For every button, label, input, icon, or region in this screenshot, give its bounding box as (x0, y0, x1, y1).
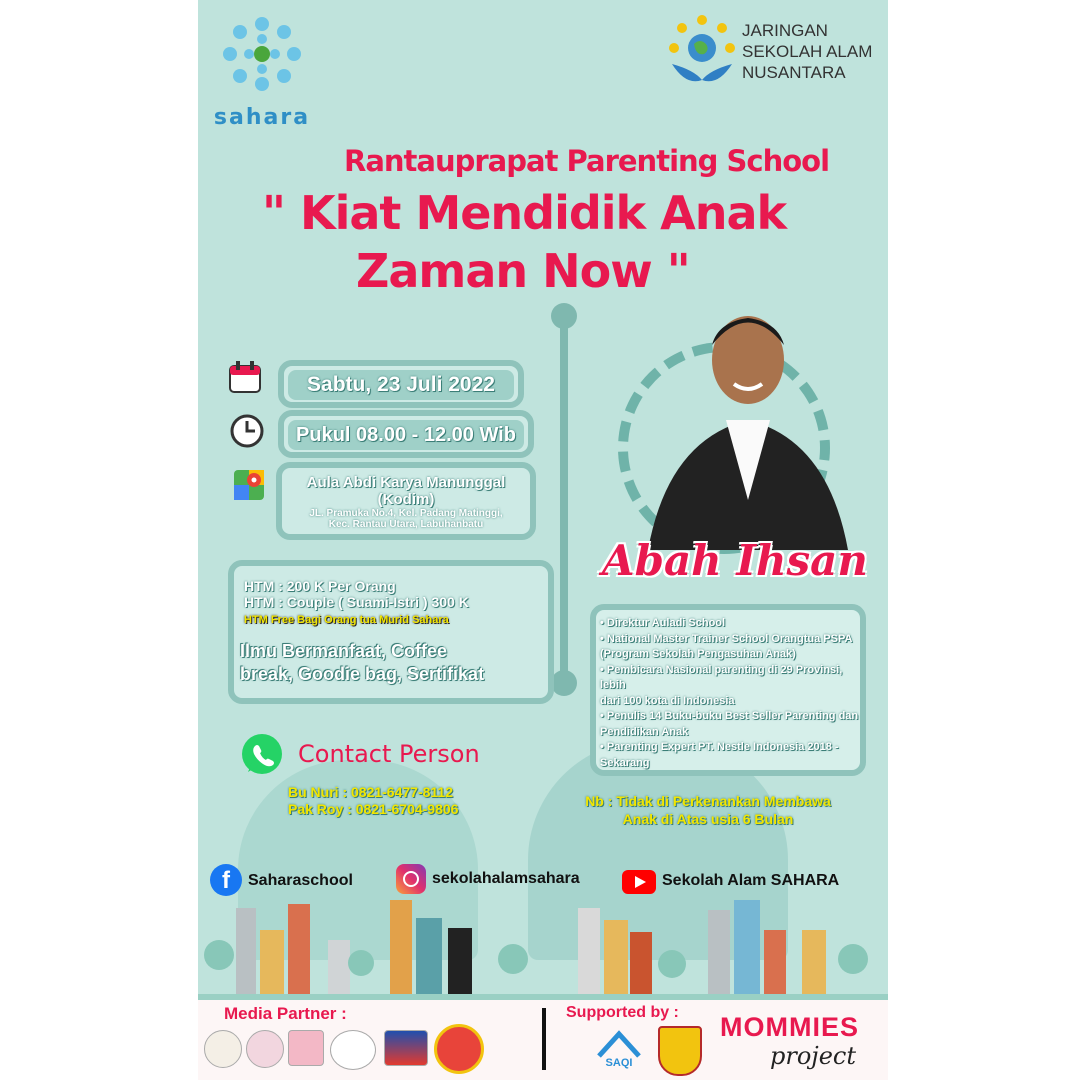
bio-line-1: • Direktur Auladi School (600, 617, 726, 629)
venue-sub: (Kodim) (377, 491, 435, 508)
partner-logo-4 (330, 1030, 376, 1070)
note-line-1: Nb : Tidak di Perkenankan Membawa (585, 793, 831, 809)
date-box (278, 360, 524, 408)
partner-logo-2 (246, 1030, 284, 1068)
contact-heading: Contact Person (298, 740, 480, 768)
venue-box (276, 462, 536, 540)
supported-by-label: Supported by : (566, 1004, 679, 1021)
instagram-icon (396, 864, 426, 894)
partner-logo-3 (288, 1030, 324, 1066)
bio-line-9: Sekarang (600, 756, 650, 769)
benefits-line-1: Ilmu Bermanfaat, Coffee (240, 641, 448, 661)
bio-box (590, 604, 866, 776)
youtube-channel: Sekolah Alam SAHARA (662, 872, 840, 889)
sahara-wordmark: sahara (213, 105, 311, 130)
ticket-line-1: HTM : 200 K Per Orang (244, 578, 396, 594)
timeline-dot-bottom (551, 670, 577, 696)
jsan-line-2: SEKOLAH ALAM (742, 42, 873, 61)
clock-icon (230, 414, 264, 448)
bio-line-6: • Penulis 14 Buku-buku Best Seller Parenting dan (600, 710, 859, 722)
footer-divider (542, 1008, 546, 1070)
mommies-wordmark: MOMMIES (720, 1012, 859, 1042)
bio-line-2: • National Master Trainer School Orangtua PSPA (600, 632, 853, 645)
partner-logo-6 (434, 1024, 484, 1074)
bio-line-5: dari 100 kota di Indonesia (600, 694, 735, 707)
instagram-handle: sekolahalamsahara (432, 870, 580, 887)
speaker-photo (638, 300, 858, 550)
partner-logo-1 (204, 1030, 242, 1068)
timeline-dot-top (551, 303, 577, 329)
mommies-sub: project (770, 1042, 857, 1070)
contact-person-2: Pak Roy : 0821-6704-9806 (288, 801, 459, 817)
facebook-icon: f (210, 864, 242, 896)
free-note: HTM Free Bagi Orang tua Murid Sahara (244, 614, 449, 626)
partner-logo-5 (384, 1030, 428, 1066)
event-title-line-1: " Kiat Mendidik Anak (262, 186, 787, 240)
speaker-name: Abah Ihsan (602, 536, 868, 585)
youtube-icon (622, 870, 656, 894)
jsan-logo (666, 14, 886, 94)
sahara-flower-icon (212, 12, 312, 102)
bio-line-4: • Pembicara Nasional parenting di 29 Provinsi, lebih (600, 663, 843, 691)
bio-line-8: • Parenting Expert PT. Nestle Indonesia 2018 - (600, 741, 839, 753)
venue-address-2: Kec. Rantau Utara, Labuhanbatu (328, 519, 484, 530)
saqi-logo (594, 1028, 644, 1072)
note-line-2: Anak di Atas usia 6 Bulan (622, 811, 794, 827)
saqi-label: SAQI (605, 1057, 633, 1069)
venue-address-1: JL. Pramuka No.4, Kel. Padang Matinggi, (309, 508, 503, 519)
time-box (278, 410, 534, 458)
whatsapp-icon (240, 732, 284, 776)
maps-pin-icon (234, 470, 264, 500)
sahara-logo (212, 12, 312, 130)
ticket-box (228, 560, 554, 704)
calendar-icon (228, 360, 262, 392)
contact-person-1: Bu Nuri : 0821-6477-8112 (288, 784, 453, 800)
globe-hands-icon (666, 14, 738, 92)
date-text: Sabtu, 23 Juli 2022 (288, 370, 514, 400)
ticket-line-2: HTM : Couple ( Suami-Istri ) 300 K (244, 594, 469, 610)
event-poster (198, 0, 888, 1080)
bio-line-7: Pendidikan Anak (600, 725, 689, 738)
labuhanbatu-emblem (658, 1026, 702, 1076)
media-partner-label: Media Partner : (224, 1004, 347, 1023)
benefits-line-2: break, Goodie bag, Sertifikat (240, 664, 485, 684)
jsan-line-1: JARINGAN (742, 21, 828, 40)
event-subtitle: Rantauprapat Parenting School (344, 144, 830, 178)
event-title-line-2: Zaman Now " (356, 244, 690, 298)
jsan-line-3: NUSANTARA (742, 63, 846, 82)
bio-line-3: (Program Sekolah Pengasuhan Anak) (600, 648, 796, 660)
time-text: Pukul 08.00 - 12.00 Wib (288, 420, 524, 450)
facebook-handle: Saharaschool (248, 872, 353, 889)
timeline-line (560, 310, 568, 690)
venue-name: Aula Abdi Karya Manunggal (306, 474, 506, 491)
